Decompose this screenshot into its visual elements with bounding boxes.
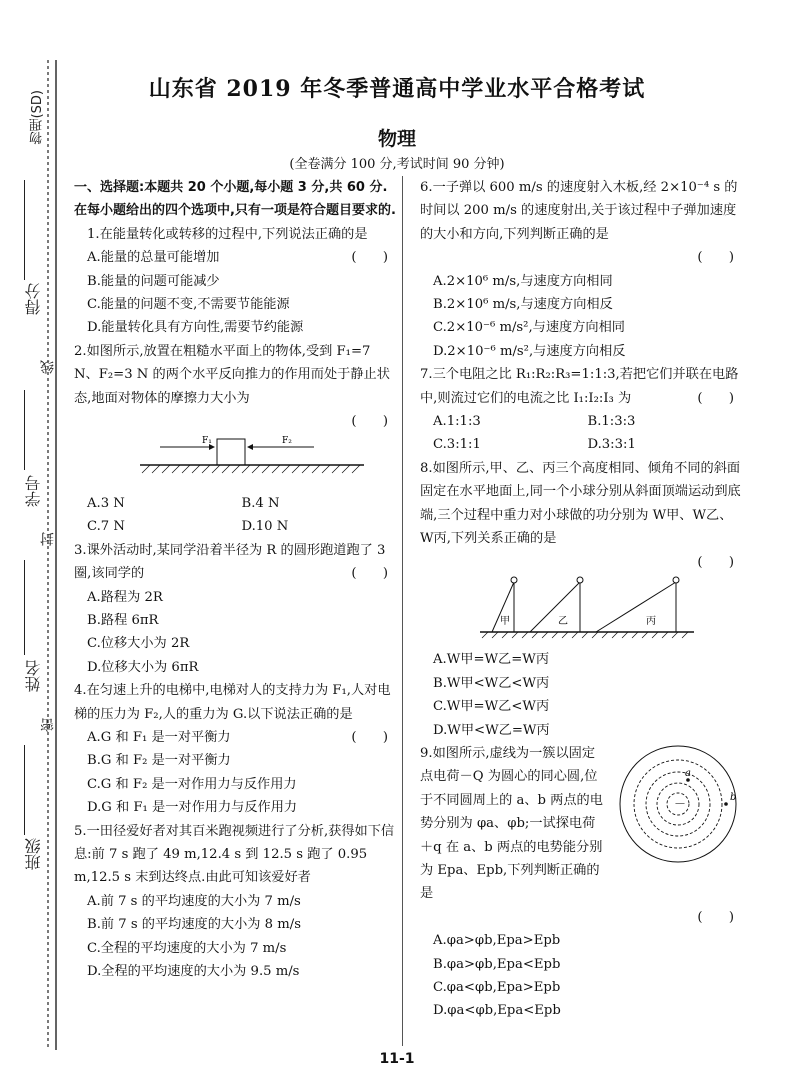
score-blank-line — [24, 180, 25, 280]
question-4 — [74, 679, 396, 819]
option: D.G 和 F₁ 是一对作用力与反作用力 — [87, 800, 298, 816]
option: D.位移大小为 6πR — [87, 659, 199, 675]
option: D.全程的平均速度的大小为 9.5 m/s — [87, 964, 300, 979]
question-6 — [420, 176, 742, 363]
student-id-blank-line — [24, 390, 25, 470]
section-heading: 一、选择题:本题共 20 个小题,每小题 3 分,共 60 分.在每小题给出的四个选项中,只有一项是符合题目要求的. — [74, 180, 396, 219]
option: C.位移大小为 2R — [87, 636, 190, 652]
option: D.10 N — [241, 519, 289, 535]
force-diagram — [74, 433, 396, 483]
question-stem: 9.如图所示,虚线为一簇以固定点电荷－Q 为圆心的同心圆,位于不同圆周上的 a、b 两点的电势分别为 φa、φb;一试探电荷＋q 在 a、b 两点的电势能分别为 Epa、Epb,下列判断正确的是 — [420, 745, 603, 902]
option: B.W甲<W乙<W丙 — [433, 675, 550, 691]
name-label: 姓名 — [24, 660, 43, 692]
option: A.W甲=W乙=W丙 — [433, 652, 550, 668]
option: A.路程为 2R — [87, 589, 163, 605]
subject-heading: 物理 — [377, 128, 416, 150]
answer-paren: ( ) — [351, 414, 388, 430]
point-b-label: b — [730, 791, 737, 803]
point-a-label: a — [685, 767, 691, 779]
block — [217, 439, 245, 465]
option: A.3 N — [87, 495, 125, 511]
option: B.路程 6πR — [87, 612, 159, 628]
question-stem: 5.一田径爱好者对其百米跑视频进行了分析,获得如下信息:前 7 s 跑了 49 m,12.4 s 到 12.5 s 跑了 0.95 m,12.5 s 末到达终点.由此可知该爱好者 — [74, 823, 395, 886]
ball-yi — [577, 577, 583, 583]
question-stem: 4.在匀速上升的电梯中,电梯对人的支持力为 F₁,人对电梯的压力为 F₂,人的重力为 G.以下说法正确的是 — [74, 683, 391, 722]
class-label: 班级 — [24, 838, 43, 870]
option: B.2×10⁶ m/s,与速度方向相反 — [433, 297, 613, 313]
answer-paren: ( ) — [351, 729, 388, 745]
option: A.前 7 s 的平均速度的大小为 7 m/s — [87, 893, 301, 909]
question-3 — [74, 539, 396, 679]
seal-char-xian: 线 — [40, 360, 56, 374]
right-column — [420, 176, 742, 1023]
option: D.能量转化具有方向性,需要节约能源 — [87, 320, 304, 336]
option: C.φa<φb,Epa>Epb — [433, 980, 561, 995]
option: D.φa<φb,Epa<Epb — [433, 1003, 561, 1019]
student-id-label: 学号 — [24, 475, 43, 507]
question-stem: 1.在能量转化或转移的过程中,下列说法正确的是 — [87, 226, 368, 242]
option: A.1:1:3 — [433, 414, 481, 430]
incline-label-jia: 甲 — [500, 615, 510, 627]
answer-paren: ( ) — [697, 554, 734, 570]
ground-hatching — [482, 632, 688, 638]
incline-label-bing: 丙 — [646, 615, 656, 627]
name-blank-line — [24, 560, 25, 655]
seal-char-feng: 封 — [40, 532, 56, 546]
option: D.2×10⁻⁶ m/s²,与速度方向相反 — [433, 343, 626, 359]
option: B.G 和 F₂ 是一对平衡力 — [87, 753, 231, 769]
answer-paren: ( ) — [697, 390, 734, 406]
incline-yi — [530, 582, 580, 632]
option: C.G 和 F₂ 是一对作用力与反作用力 — [87, 776, 297, 792]
force-label-f2: F₂ — [282, 436, 292, 447]
class-blank-line — [24, 745, 25, 835]
option: B.1:3:3 — [587, 414, 636, 430]
charge-symbol: － — [674, 796, 687, 811]
answer-paren: ( ) — [351, 566, 388, 582]
question-stem: 8.如图所示,甲、乙、丙三个高度相同、倾角不同的斜面固定在水平地面上,同一个小球分别从斜面顶端运动到底端,三个过程中重力对小球做的功分别为 W甲、W乙、W丙,下列关系正确的是 — [420, 460, 741, 547]
option: A.2×10⁶ m/s,与速度方向相同 — [433, 273, 613, 289]
option: A.G 和 F₁ 是一对平衡力 — [87, 729, 231, 745]
exam-info: (全卷满分 100 分,考试时间 90 分钟) — [289, 157, 505, 172]
ball-jia — [511, 577, 517, 583]
option: B.φa>φb,Epa<Epb — [433, 956, 561, 972]
question-stem: 3.课外活动时,某同学沿着半径为 R 的圆形跑道跑了 3 圈,该同学的 — [74, 542, 386, 582]
option: B.前 7 s 的平均速度的大小为 8 m/s — [87, 917, 301, 933]
question-stem: 7.三个电阻之比 R₁:R₂:R₃=1:1:3,若把它们并联在电路中,则流过它们的电流之比 I₁:I₂:I₃ 为 — [420, 367, 739, 406]
answer-paren: ( ) — [351, 250, 388, 266]
option: C.全程的平均速度的大小为 7 m/s — [87, 940, 287, 956]
option: B.能量的问题可能减少 — [87, 273, 220, 289]
subject-code: 物理(SD) — [30, 90, 45, 145]
score-label: 得分 — [24, 283, 43, 315]
inclines-diagram — [420, 574, 742, 640]
column-divider — [402, 176, 403, 1046]
ground-hatching — [142, 465, 360, 473]
option: D.W甲<W乙=W丙 — [433, 722, 550, 738]
force-label-f1: F₁ — [202, 436, 212, 447]
page-number: 11-1 — [379, 1051, 415, 1067]
left-column — [74, 176, 396, 983]
question-8 — [420, 457, 742, 742]
exam-title: 山东省 2019 年冬季普通高中学业水平合格考试 — [148, 76, 646, 102]
option: D.3:3:1 — [587, 437, 636, 453]
incline-label-yi: 乙 — [558, 615, 568, 627]
option: C.能量的问题不变,不需要节能能源 — [87, 297, 290, 313]
option: B.4 N — [241, 495, 280, 511]
question-5 — [74, 820, 396, 984]
point-b — [724, 802, 728, 806]
ball-bing — [673, 577, 679, 583]
option: A.能量的总量可能增加 — [87, 250, 220, 266]
option: C.7 N — [87, 519, 125, 535]
option: A.φa>φb,Epa>Epb — [433, 933, 561, 949]
question-stem: 2.如图所示,放置在粗糙水平面上的物体,受到 F₁=7 N、F₂=3 N 的两个水平反向推力的作用而处于静止状态,地面对物体的摩擦力大小为 — [74, 343, 390, 406]
seal-char-mi: 密 — [40, 718, 56, 732]
answer-paren: ( ) — [697, 250, 734, 266]
question-7 — [420, 363, 742, 457]
incline-bing — [596, 582, 676, 632]
equipotential-diagram — [616, 742, 742, 868]
question-9 — [420, 742, 742, 1023]
option: C.3:1:1 — [433, 437, 481, 453]
question-stem: 6.一子弹以 600 m/s 的速度射入木板,经 2×10⁻⁴ s 的时间以 200 m/s 的速度射出,关于该过程中子弹加速度的大小和方向,下列判断正确的是 — [420, 180, 738, 242]
option: C.W甲=W乙<W丙 — [433, 699, 550, 715]
answer-paren: ( ) — [697, 909, 734, 925]
seal-line — [44, 60, 64, 1050]
question-2 — [74, 340, 396, 539]
option: C.2×10⁻⁶ m/s²,与速度方向相同 — [433, 320, 625, 336]
question-1 — [74, 223, 396, 340]
